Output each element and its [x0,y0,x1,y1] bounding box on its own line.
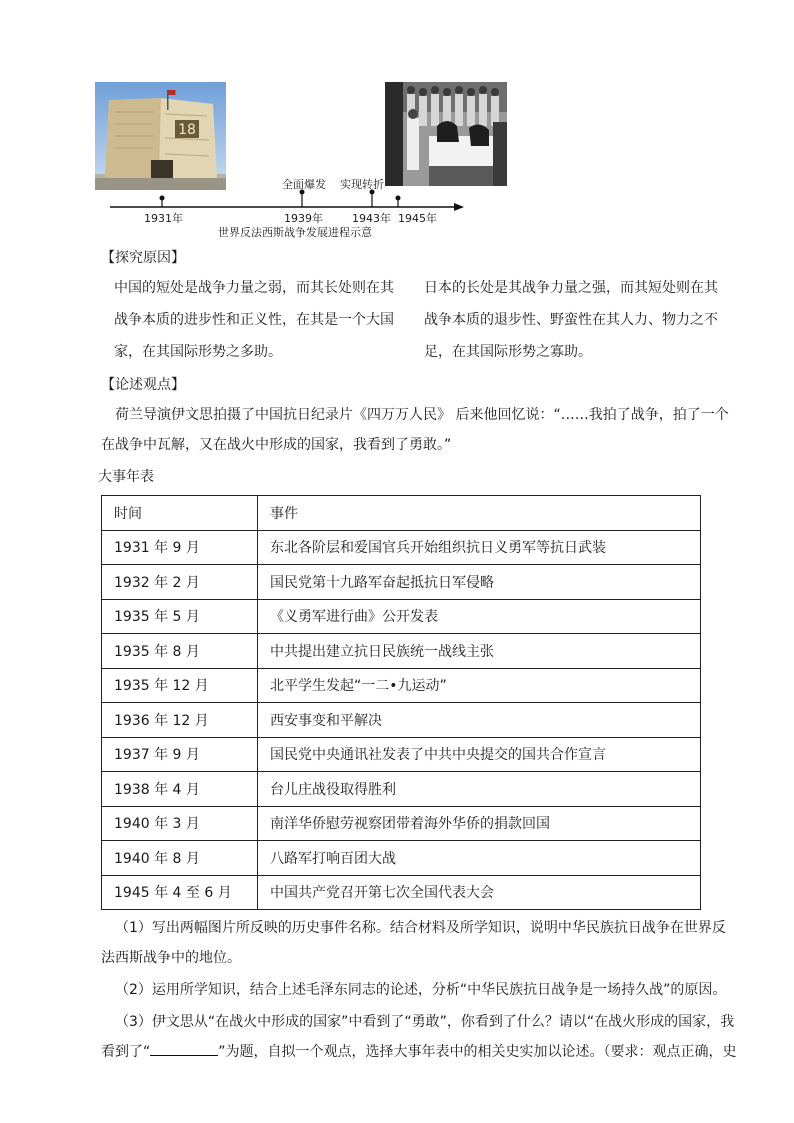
table-row [102,703,701,738]
argument-line-1: 荷兰导演伊文思拍摄了中国抗日纪录片《四万万人民》 后来他回忆说：“……我拍了战争，拍了一个 [115,407,729,423]
table-row [102,599,701,634]
china-text-line: 中国的短处是战争力量之弱，而其长处则在其 [114,280,394,296]
year-1943: 1943年 [352,212,391,225]
timeline-caption: 世界反法西斯战争发展进程示意 [218,226,372,239]
heading-explore-reason: 【探究原因】 [101,250,185,266]
heading-argument: 【论述观点】 [101,377,185,393]
row-event: 南洋华侨慰劳视察团带着海外华侨的捐款回国 [258,806,701,841]
row-event: 东北各阶层和爱国官兵开始组织抗日义勇军等抗日武装 [258,530,701,565]
row-event: 国民党中央通讯社发表了中共中央提交的国共合作宣言 [258,737,701,772]
row-time: 1945 年 4 至 6 月 [102,875,258,910]
row-event: 中共提出建立抗日民族统一战线主张 [258,634,701,669]
question-3-suffix: ”为题，自拟一个观点，选择大事年表中的相关史实加以论述。（要求：观点正确，史 [218,1044,737,1060]
year-1939: 1939年 [284,212,323,225]
year-1931: 1931年 [144,212,183,225]
china-text-line: 战争本质的进步性和正义性，在其是一个大国 [114,312,394,328]
question-3-line-1: （3）伊文思从“在战火中形成的国家”中看到了“勇敢”，你看到了什么？请以“在战火形成的国家，我 [115,1014,735,1030]
argument-line-2: 在战争中瓦解，又在战火中形成的国家，我看到了勇敢。” [101,437,452,453]
header-time: 时间 [102,496,258,531]
row-time: 1936 年 12 月 [102,703,258,738]
row-time: 1931 年 9 月 [102,530,258,565]
row-time: 1935 年 5 月 [102,599,258,634]
table-header-row [102,496,701,531]
answer-blank[interactable] [150,1039,218,1056]
row-time: 1935 年 8 月 [102,634,258,669]
row-event: 台儿庄战役取得胜利 [258,772,701,807]
japan-text-line: 战争本质的退步性、野蛮性在其人力、物力之不 [424,312,718,328]
monument-number: 18 [178,122,196,138]
japan-text-line: 足，在其国际形势之寡助。 [424,344,592,360]
table-row [102,875,701,910]
row-time: 1937 年 9 月 [102,737,258,772]
japan-text-block [424,272,744,368]
table-title: 大事年表 [98,469,154,485]
table-row [102,806,701,841]
row-time: 1940 年 8 月 [102,841,258,876]
china-text-line: 家，在其国际形势之多助。 [114,344,282,360]
row-time: 1932 年 2 月 [102,565,258,600]
table-row [102,737,701,772]
question-1-line-1: （1）写出两幅图片所反映的历史事件名称。结合材料及所学知识，说明中华民族抗日战争在世界反 [115,920,726,936]
question-1-line-2: 法西斯战争中的地位。 [101,950,241,966]
row-event: 西安事变和平解决 [258,703,701,738]
row-event: 中国共产党召开第七次全国代表大会 [258,875,701,910]
table-row [102,530,701,565]
events-table [101,495,701,910]
label-full-outbreak: 全面爆发 [282,178,326,191]
label-turning-point: 实现转折 [340,178,384,191]
question-3-line-2 [101,1037,737,1067]
row-time: 1935 年 12 月 [102,668,258,703]
row-time: 1940 年 3 月 [102,806,258,841]
question-3-prefix: 看到了“ [101,1044,151,1060]
header-event: 事件 [258,496,701,531]
row-event: 《义勇军进行曲》公开发表 [258,599,701,634]
china-text-block [114,272,414,368]
table-row [102,841,701,876]
year-1945: 1945年 [398,212,437,225]
japan-text-line: 日本的长处是其战争力量之强，而其短处则在其 [424,280,718,296]
row-time: 1938 年 4 月 [102,772,258,807]
row-event: 八路军打响百团大战 [258,841,701,876]
table-row [102,565,701,600]
table-row [102,668,701,703]
question-2: （2）运用所学知识，结合上述毛泽东同志的论述，分析“中华民族抗日战争是一场持久战”的原因。 [115,982,727,998]
row-event: 北平学生发起“一二•九运动” [258,668,701,703]
timeline-arrow [454,203,464,211]
table-row [102,772,701,807]
table-row [102,634,701,669]
row-event: 国民党第十九路军奋起抵抗日军侵略 [258,565,701,600]
